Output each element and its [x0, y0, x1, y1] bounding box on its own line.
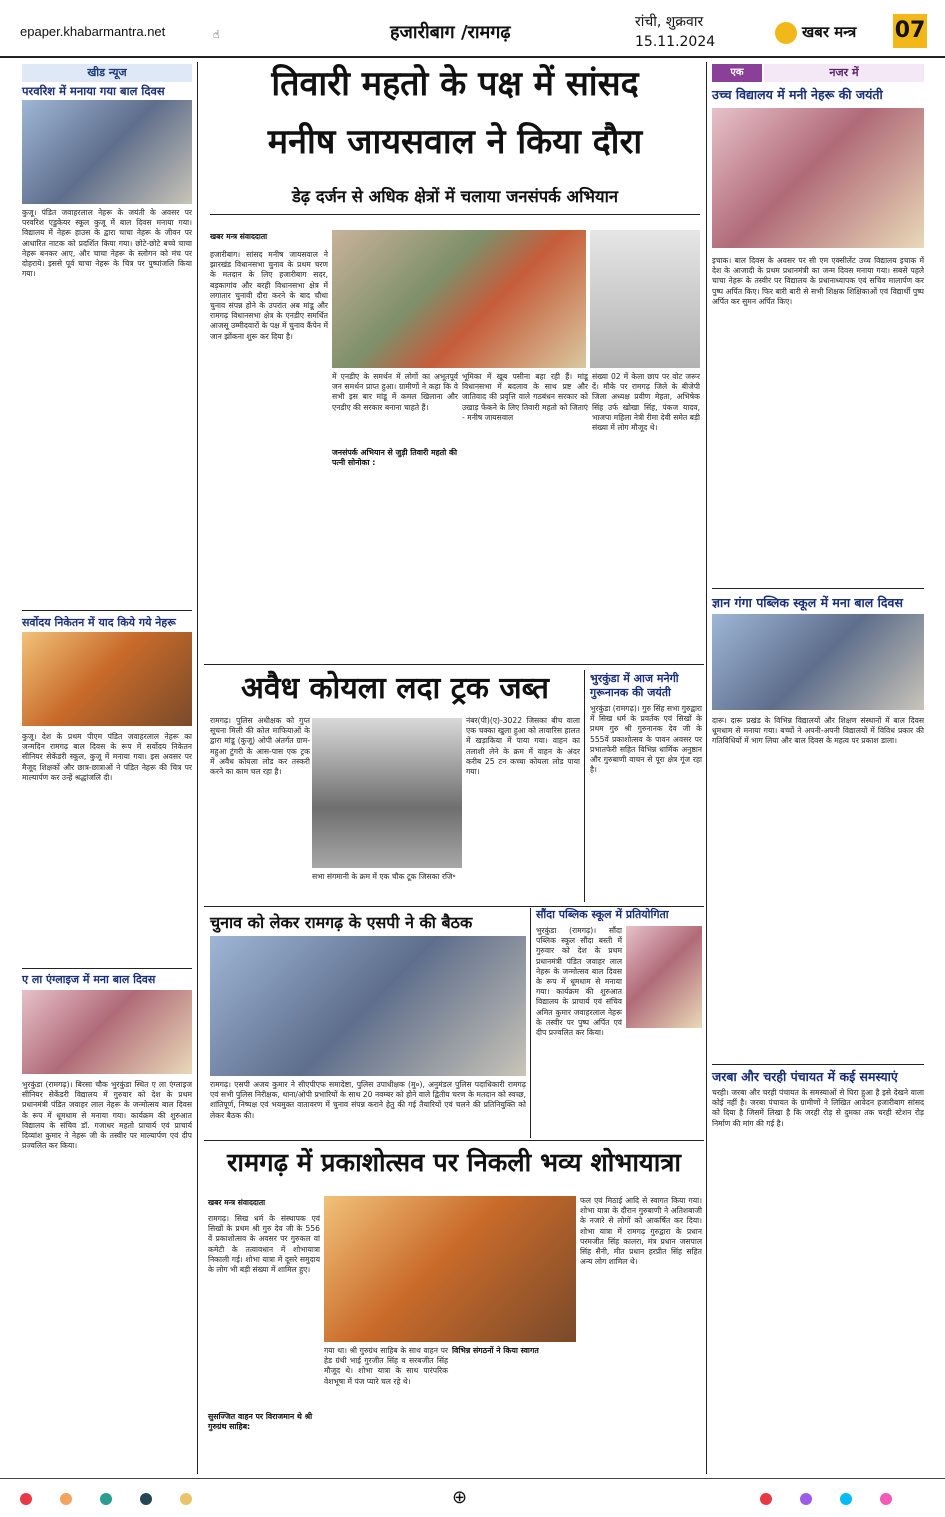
guru-headline: भुरकुंडा में आज मनेगी गुरूनानक की जयंती	[590, 672, 679, 699]
right-story2-title: ज्ञान गंगा पब्लिक स्कूल में मना बाल दिवस	[712, 595, 903, 610]
left-story3-body: भुरकुंडा (रामगढ़)। बिरसा चौक भुरकुंडा स्थित ए ला एंग्लाइज सीनियर सेकेंडरी विद्यालय में गुरुवार को देश के प्रथम प्रधानमंत्री पंडित जवाहर लाल नेहरू के जन्मोत्सव बाल दिवस के रूप में धूमधाम से मनाया गया। कार्यक्रम की शुरुआत विद्यालय के संचिव डॉ. गजाधर महतो प्राचार्य एवं प्राचार्य दिव्यांश कुमार ने नेहरू जी के तस्वीर पर माल्यार्पण एवं दीप प्रज्वलित कर किया।	[22, 1080, 192, 1151]
page-header	[0, 0, 945, 58]
lead-subhead: डेढ़ दर्जन से अधिक क्षेत्रों में चलाया जनसंपर्क अभियान	[291, 187, 619, 206]
right-tag-prefix: एक	[712, 64, 762, 82]
parade-body-a: रामगढ़। सिख धर्म के संस्थापक एवं सिखों के प्रथम श्री गुरु देव जी के 556 वें प्रकाशोत्सव के अवसर पर गुरुकल वां कमेटी के तत्वावधान में शोभायात्रा निकाली गई। शोभा यात्रा में दूसरे समुदाय के लोग भी बड़ी संख्या में शामिल हुए।	[208, 1214, 320, 1275]
lead-body-b: में एनडीए के समर्थन में लोगों का अभूतपूर्व जन समर्थन प्राप्त हुआ। ग्रामीणों ने कहा कि वे सभी इस बार मांडू में कमल खिलाना और एनडीए की सरकार बनाना चाहते हैं।	[332, 372, 458, 412]
sonda-body: भुरकुंडा (रामगढ़)। सौंदा पब्लिक स्कूल सौंदा बस्ती में गुरुवार को देश के प्रथम प्रधानमंत्री पंडित जवाहर लाल नेहरू के जन्मोत्सव बाल दिवस के रूप में धूमधाम से मनाया गया। कार्यक्रम की शुरुआत विद्यालय के प्राचार्य एवं संचिव अमित कुमार जवाहरलाल नेहरू के तस्वीर पर पुष्प अर्पित एवं दीप प्रज्वलित कर किया।	[536, 926, 622, 1038]
parade-subhead-1: सुसज्जित वाहन पर विराजमान थे श्री गुरुग्रंथ साहिब:	[208, 1412, 313, 1431]
right-story2-photo	[712, 614, 924, 710]
site-url[interactable]: epaper.khabarmantra.net	[20, 24, 166, 39]
right-story3-body: चरही। जरबा और चरही पंचायत के समस्याओं से घिरा हुआ है इसे देखने वाला कोई नहीं है। जरबा पंचायत के ग्रामीणों ने लिखित आवेदन हजारीबाग सांसद को दिया है जिसमें लिखा है कि जरही रोड़ से दुमका तक चरही स्टेशन रोड़ निर्माण की मांग की गई है।	[712, 1088, 924, 1128]
coal-body-1: रामगढ़। पुलिस अधीक्षक को गुप्त सूचना मिली की कोल माफियाओं के द्वारा मांडू (कुजू) ओपी अंतर्गत ग्राम-महुआ टुंगरी के आस-पास एक ट्रक में अवैध कोयला लोड कर तस्करी करने का काम चल रहा है।	[210, 716, 310, 777]
footer-color-dot	[100, 1493, 112, 1505]
election-meet-headline: चुनाव को लेकर रामगढ़ के एसपी ने की बैठक	[210, 913, 473, 932]
election-meet-photo	[210, 936, 526, 1076]
footer-color-dot	[760, 1493, 772, 1505]
lead-body-b-cont	[332, 470, 458, 658]
footer-color-dot	[20, 1493, 32, 1505]
parade-body-c: फल एवं मिठाई आदि से स्वागत किया गया। शोभा यात्रा के दौरान गुरुबाणी ने अतिशबाजी के नजारे से लोगों को आकर्षित कर दिया। शोभा यात्रा में रामगढ़ गुरुद्वारा के प्रधान परमजीत सिंह कालरा, मंत्र प्रधान जसपाल सिंह सैनी, मीत प्रधान हरप्रीत सिंह सहित अन्य लोग शामिल थे।	[580, 1196, 702, 1267]
footer-color-dot	[840, 1493, 852, 1505]
right-story3-title: जरबा और चरही पंचायत में कई समस्याएं	[712, 1069, 898, 1084]
lead-body-b-head: जनसंपर्क अभियान से जुड़ी तिवारी महतो की पत्नी सोनोका :	[332, 448, 457, 467]
lead-body-c: भूमिका में खूब पसीना बहा रही हैं। मांडू विधानसभा में बदलाव के साथ प्रष्ट और जातिवाद की प्रवृत्ति वाले गठबंधन सरकार को उखाड़ फेंकने के लिए तिवारी महतो को जिताएं - मनीष जायसवाल	[462, 372, 588, 422]
issue-date: 15.11.2024	[635, 34, 716, 50]
city-day: रांची, शुक्रवार	[635, 14, 704, 30]
right-story1-title: उच्च विद्यालय में मनी नेहरू की जयंती	[712, 87, 883, 102]
coal-caption: सभा संगमानी के क्रम में एक चौक टूक जिसका रजि॰	[312, 872, 456, 881]
footer-color-dot	[180, 1493, 192, 1505]
right-story2-body: दारू। दारू प्रखंड के विभिन्न विद्यालयों और शिक्षण संस्थानों में बाल दिवस धूमधाम से मनाया गया। बच्चों ने अपनी-अपनी विद्यालयों में विविध प्रकार की गतिविधियों में भाग लिया और बाल दिवस के महत्व पर प्रकाश डाला।	[712, 716, 924, 746]
right-story1-body: इचाक। बाल दिवस के अवसर पर सी एम एक्सीलेंट उच्च विद्यालय इचाक में देश के आजादी के प्रथम प्रधानमंत्री का जन्म दिवस मनाया गया। सबसे पहले चाचा नेहरू के तस्वीर पर विद्यालय के प्रधानाध्यापक एवं सचिव मालार्पण कर पुष्प अर्पित किए। फिर बारी बारी से सभी शिक्षक शिक्षिकाओं एवं विद्यार्थी पुष्प अर्पित कर सुमन अर्पित किए।	[712, 256, 924, 306]
guru-body: भुरकुंडा (रामगढ़)। गुरु सिंह सभा गुरुद्वारा में सिख धर्म के प्रवर्तक एवं सिखों के प्रथम गुरु श्री गुरुनानक देव जी के 555वें प्रकाशोत्सव के पावन अवसर पर प्रभातफेरी सहित विभिन्न धार्मिक अनुष्ठान और गुरुबाणी वाचन से पूरा क्षेत्र गूंज रहा है।	[590, 704, 702, 775]
footer-color-dot	[140, 1493, 152, 1505]
lead-body-a: हजारीबाग। सांसद मनीष जायसवाल ने झारखंड विधानसभा चुनाव के प्रथम चरण के मतदान के लिए हजारीबाग सदर, बड़कागांव और बरही विधानसभा क्षेत्र में लगातार चुनावी दौरा करने के बाद चौथा चुनाव संपन्न होने के उपरांत अब मांडू और रामगढ़ विधानसभा क्षेत्र के एनडीए समर्थित आजसू उम्मीदवारों के पक्ष में चुनाव कैंपेन में जान झोंकना शुरू कर दिया है।	[210, 250, 328, 341]
pointer-icon: ☝	[213, 28, 220, 41]
parade-photo	[324, 1196, 576, 1342]
left-story2-title: सर्वोदय निकेतन में याद किये गये नेहरू	[22, 616, 176, 629]
brand-logo-icon	[775, 22, 797, 44]
left-story1-photo	[22, 100, 192, 204]
left-story1-title: परवरिश में मनाया गया बाल दिवस	[22, 84, 165, 98]
parade-body-b-cont	[452, 1360, 576, 1474]
parade-byline: खबर मन्त्र संवाददाता	[208, 1198, 266, 1207]
lead-photo	[332, 230, 586, 368]
left-story1-body: कुजू। पंडित जवाहरलाल नेहरू के जयंती के अवसर पर परवरिश एडुकेयर स्कूल कुजू में बाल दिवस मनाया गया। विद्यालय में नेहरू हाउस के द्वारा चाचा नेहरू के जीवन पर आधारित नाटक को प्रदर्शित किया गया। छोटे-छोटे बच्चे चाचा नेहरू बनकर आए, और चाचा नेहरू के स्लोगन को मंच पर दोहराये। इससे पूर्व चाचा नेहरू के चित्र पर पुष्पांजलि किया गया।	[22, 208, 192, 279]
lead-headline-line2: मनीष जायसवाल ने किया दौरा	[267, 122, 643, 162]
parade-subhead-2: विभिन्न संगठनों ने किया स्वागत	[452, 1346, 539, 1355]
coal-truck-photo	[312, 718, 462, 868]
left-section-tag: खीड न्यूज	[22, 64, 192, 82]
sonda-photo	[626, 926, 702, 1028]
sonda-body-cont	[536, 1032, 702, 1136]
parade-body-a-cont	[208, 1434, 320, 1474]
footer-color-dot	[800, 1493, 812, 1505]
page-footer	[0, 1478, 945, 1517]
left-story2-body: कुजू। देश के प्रथम पीएम पंडित जवाहरलाल नेहरू का जन्मदिन रामगढ़ बाल दिवस के रूप में सर्वोदय निकेतन सीनियर सेकेंडरी स्कूल, कुजू में मनाया गया। इस अवसर पर मैजूद शिक्षकों और छात्र-छात्राओं ने पंडित नेहरू की चित्र पर माल्यार्पण कर उन्हें श्रद्धांजलि दी।	[22, 732, 192, 782]
parade-body-a-tail	[208, 1394, 320, 1410]
lead-headline-line1: तिवारी महतो के पक्ष में सांसद	[271, 64, 639, 104]
section-title: हजारीबाग /रामगढ़	[390, 22, 511, 43]
brand-name: खबर मन्त्र	[802, 23, 857, 41]
election-meet-body: रामगढ़। एसपी अजय कुमार ने सीएपीएफ समादेष्टा, पुलिस उपाधीक्षक (मु०), अनुमंडल पुलिस पदाधिकारी रामगढ़ एवं सभी पुलिस निरीक्षक, थाना/ओपी प्रभारियों के साथ 20 नवम्बर को होने वाले द्वितीय चरण के मतदान को स्वच्छ, शांतिपूर्ण, निष्पक्ष एवं भयमुक्त वातावरण में चुनाव संपन्न कराने हेतु की गई तैयारियों एवं चलने की प्रतिनियुक्ति को लेकर बैठक की।	[210, 1080, 526, 1120]
left-story3-title: ए ला एंग्लाइज में मना बाल दिवस	[22, 973, 156, 986]
lead-photo-2	[590, 230, 700, 368]
footer-color-dot	[880, 1493, 892, 1505]
sonda-headline: सौंदा पब्लिक स्कूल में प्रतियोगिता	[536, 908, 669, 921]
coal-headline: अवैध कोयला लदा ट्रक जब्त	[241, 671, 549, 706]
footer-color-dot	[60, 1493, 72, 1505]
parade-body-b: गया था। श्री गुरुग्रंथ साहिब के साथ वाहन पर हेड ग्रंथी भाई गुरजीत सिंह व सरबजीत सिंह मौजूद थे। शोभा यात्रा के साथ पारंपरिक वेशभूषा में पंज प्यारे चल रहे थे।	[324, 1346, 448, 1386]
coal-body-2: नंबर(पी)(ए)-3022 जिसका बीच वाला एक चक्का खुला हुआ को लावारिस हालत में खड़ाकिया में पाया गया। वाहन का तलाशी लेने के क्रम में वाहन के अंदर करीब 25 टन कच्चा कोयला लोड पाया गया।	[466, 716, 580, 777]
parade-headline: रामगढ़ में प्रकाशोत्सव पर निकली भव्य शोभायात्रा	[227, 1148, 681, 1178]
left-story2-photo	[22, 632, 192, 726]
registration-mark-icon: ⊕	[452, 1487, 468, 1508]
lead-byline: खबर मन्त्र संवाददाता	[210, 232, 268, 241]
right-section-tag: नजर में	[764, 64, 924, 82]
left-story3-photo	[22, 990, 192, 1074]
right-story1-photo	[712, 108, 924, 248]
page-number: 07	[893, 14, 927, 48]
lead-body-d: संख्या 02 में केला छाप पर वोट जरूर दें। मौके पर रामगढ़ जिले के बीजेपी जिला अध्यक्ष प्रवीण मेहता, अभिषेक सिंह उर्फ खोखा सिंह, पंकज यादव, भाजपा महिला नेत्री रीमा देवी समेत बड़ी संख्या में लोग मौजूद थे।	[592, 372, 700, 433]
